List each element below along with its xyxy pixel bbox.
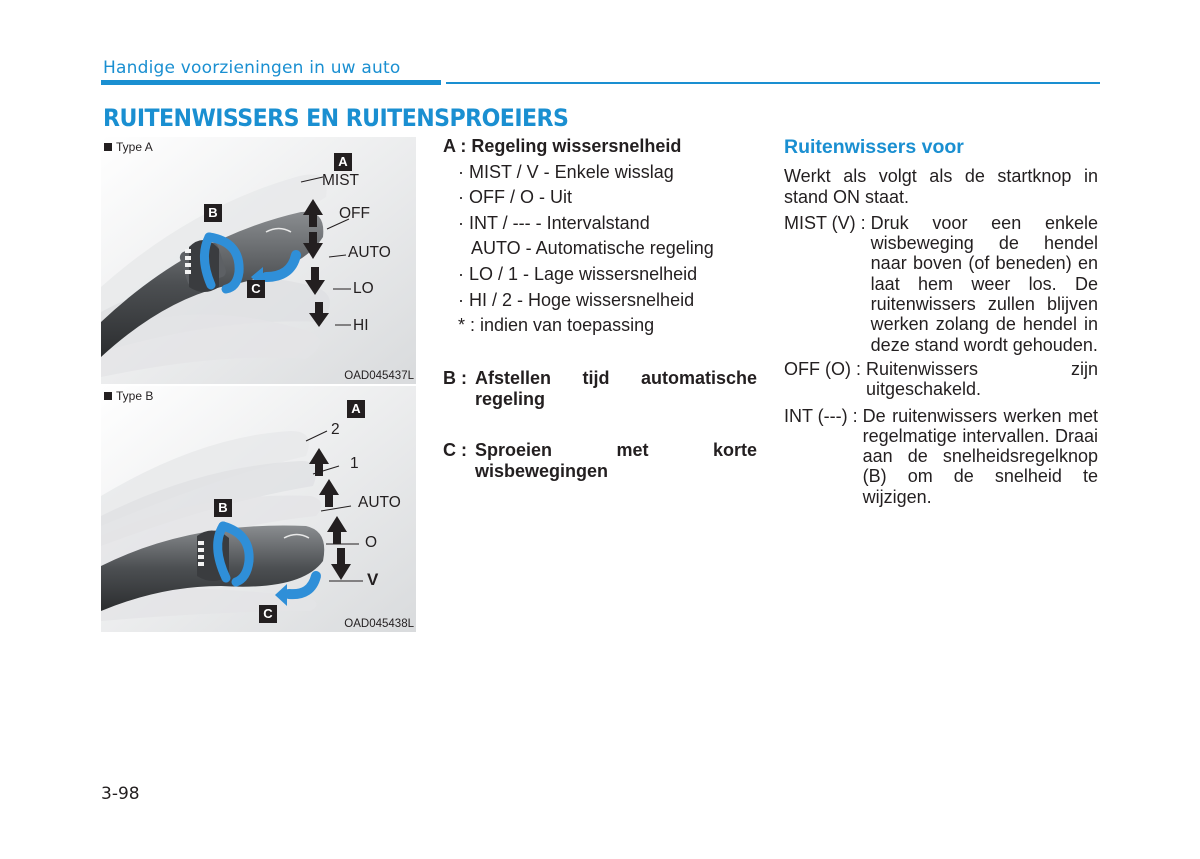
figure-label-type-a: Type A	[104, 140, 153, 154]
badge-b: B	[204, 204, 222, 222]
definition-term: OFF (O) :	[784, 358, 866, 379]
legend-b-key: B :	[443, 368, 467, 388]
header-rule-thick	[101, 80, 441, 85]
badge-a: A	[334, 153, 352, 171]
legend-a-item: · HI / 2 - Hoge wissersnelheid	[458, 289, 695, 310]
legend-b	[443, 368, 757, 410]
position-label-o: O	[365, 534, 378, 551]
figure-code-b: OAD045438L	[344, 618, 414, 630]
legend-a-item: · LO / 1 - Lage wissersnelheid	[458, 263, 698, 284]
legend-a-item: · MIST / V - Enkele wisslag	[458, 161, 674, 182]
intro-paragraph: Werkt als volgt als de startknop in stand ON staat.	[784, 166, 1098, 207]
position-label-v: V	[367, 570, 379, 589]
definition-off	[784, 359, 1098, 400]
legend-a-item: AUTO - Automatische regeling	[471, 238, 714, 259]
definition-text: Druk voor een enkele wisbeweging de hendel naar boven (of beneden) en laat hem weer los. De ruitenwissers zullen blijven werken zolang de hendel in deze stand wordt gehouden.	[870, 212, 1098, 355]
legend-c	[443, 440, 757, 482]
definition-text: De ruitenwissers werken met regelmatige intervallen. Draai aan de snelheidsregelknop (B) om de snelheid te wijzigen.	[862, 405, 1098, 507]
position-label-2: 2	[331, 421, 340, 438]
legend-a-heading: A : Regeling wissersnelheid	[443, 136, 682, 156]
badge-c: C	[259, 605, 277, 623]
section-title: RUITENWISSERS EN RUITENSPROEIERS	[103, 104, 569, 132]
definition-term: INT (---) :	[784, 405, 863, 426]
figure-label-type-b: Type B	[104, 389, 153, 403]
position-label-off: OFF	[339, 205, 370, 222]
position-label-auto: AUTO	[358, 494, 401, 511]
subsection-heading: Ruitenwissers voor	[784, 136, 964, 158]
legend-c-text: Sproeien met korte	[475, 440, 757, 460]
chapter-header: Handige voorzieningen in uw auto	[103, 58, 401, 78]
legend-c-text-cont: wisbewegingen	[475, 461, 609, 481]
definition-mist	[784, 213, 1098, 355]
definition-text: Ruitenwissers zijn uitgeschakeld.	[865, 358, 1098, 400]
position-label-auto: AUTO	[348, 244, 391, 261]
legend-column	[443, 134, 757, 339]
position-label-mist: MIST	[322, 172, 360, 189]
legend-a-item: · OFF / O - Uit	[458, 187, 572, 208]
square-bullet-icon	[104, 392, 112, 400]
legend-b-text-cont: regeling	[475, 389, 546, 409]
legend-b-text: Afstellen tijd automatische	[475, 368, 757, 388]
badge-c: C	[247, 280, 265, 298]
definition-term: MIST (V) :	[784, 212, 871, 233]
figure-code-a: OAD045437L	[344, 370, 414, 382]
legend-a-item: · INT / --- - Intervalstand	[458, 212, 650, 233]
front-wipers-section	[784, 137, 1098, 507]
badge-b: B	[214, 499, 232, 517]
definition-int	[784, 406, 1098, 507]
figure-type-a	[101, 137, 416, 384]
position-label-lo: LO	[353, 280, 374, 297]
position-label-1: 1	[350, 455, 359, 472]
header-rule-thin	[446, 82, 1100, 84]
page-number: 3-98	[101, 784, 140, 804]
square-bullet-icon	[104, 143, 112, 151]
badge-a: A	[347, 400, 365, 418]
position-label-hi: HI	[353, 317, 369, 334]
legend-c-key: C :	[443, 440, 467, 460]
figure-type-b	[101, 386, 416, 632]
legend-note: * : indien van toepassing	[458, 315, 655, 336]
